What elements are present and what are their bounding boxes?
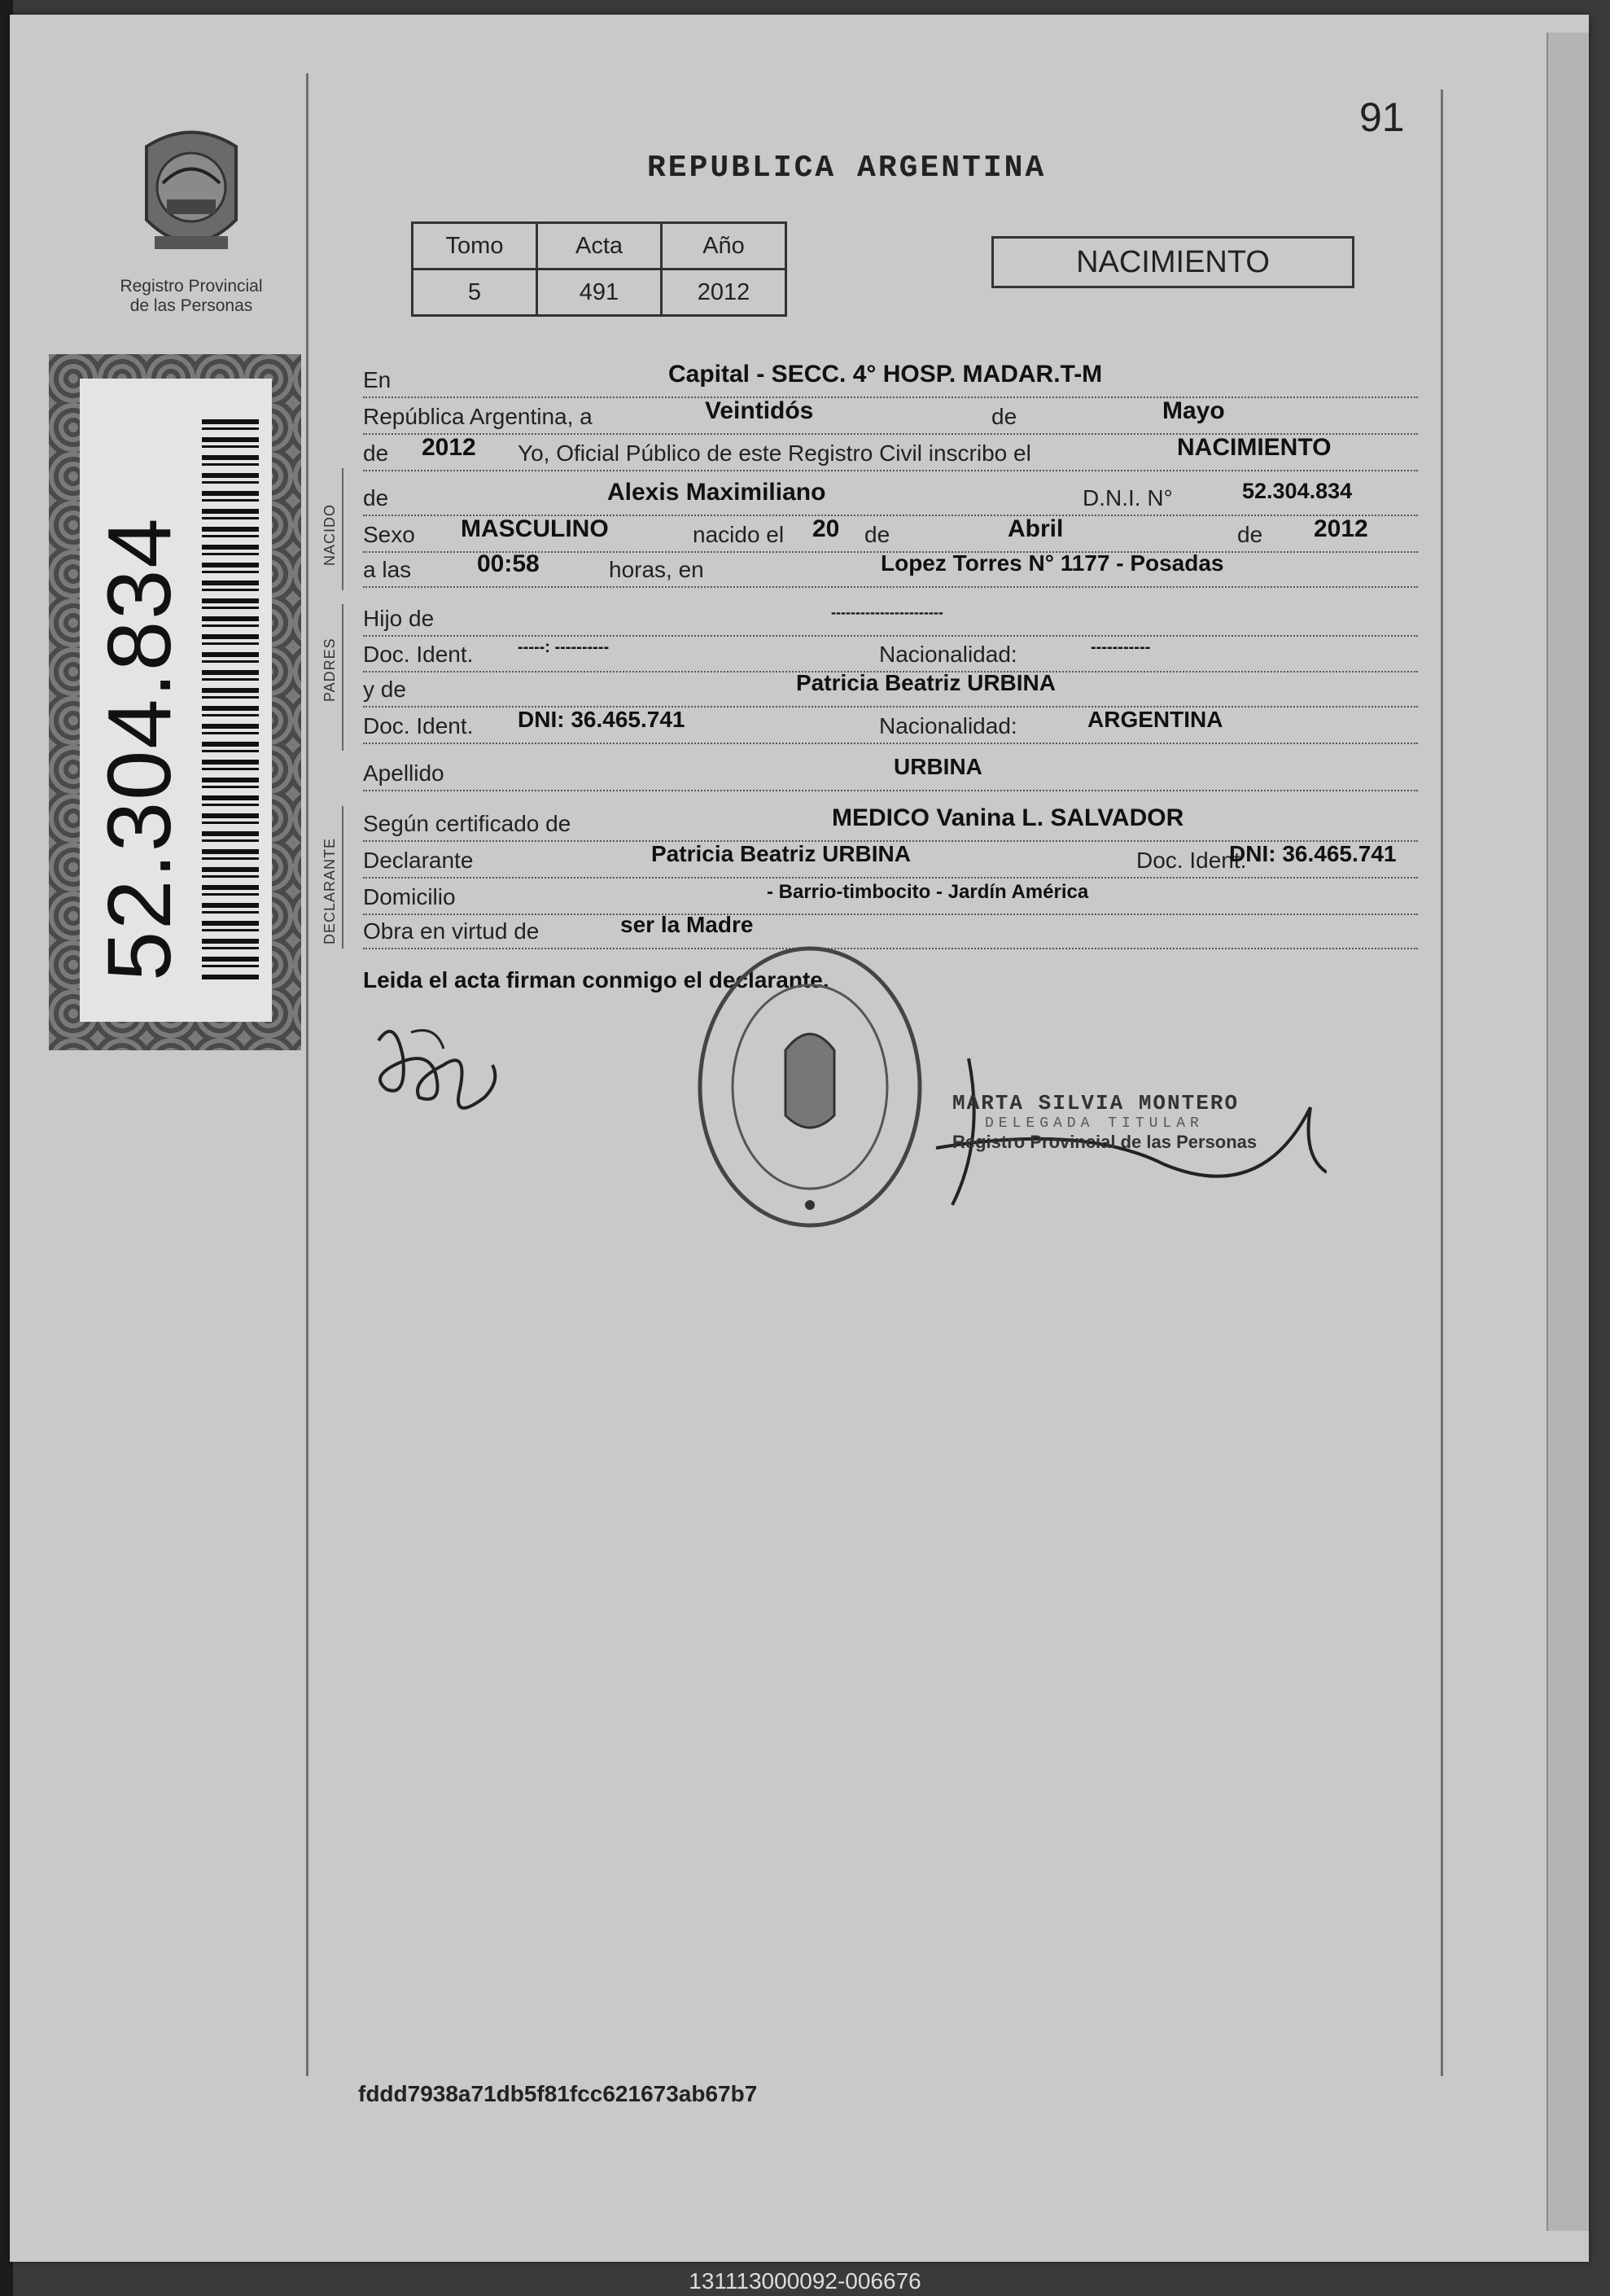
tomo-header: Tomo (413, 223, 537, 269)
anio-value: 2012 (662, 269, 786, 316)
field-line-en (363, 362, 1418, 398)
nacido-label: nacido el (693, 522, 785, 547)
registry-label-line2: de las Personas (129, 296, 253, 315)
declarante-value: Patricia Beatriz URBINA (651, 841, 911, 866)
doc2-value: DNI: 36.465.741 (518, 707, 685, 732)
country-heading: REPUBLICA ARGENTINA (647, 151, 1047, 186)
barcode-icon (202, 419, 259, 981)
nac2-label: Nacionalidad: (879, 713, 1017, 738)
section-divider-padres (342, 604, 343, 751)
field-line-certificado (363, 806, 1418, 842)
acta-value: 491 (537, 269, 662, 316)
acta-header: Acta (537, 223, 662, 269)
record-table-value-row (413, 269, 786, 316)
de2-label: de (363, 440, 389, 466)
hijo-value: ----------------------- (831, 604, 943, 620)
hora-label: a las (363, 557, 412, 582)
field-line-apellido (363, 756, 1418, 791)
nac1-value: ----------- (1091, 638, 1151, 656)
field-line-doc1 (363, 637, 1418, 673)
anio-header: Año (662, 223, 786, 269)
doc1-value: -----: ---------- (518, 638, 610, 656)
nac-dia: 20 (812, 515, 840, 542)
doc3-value: DNI: 36.465.741 (1229, 841, 1397, 866)
closing-statement: Leida el acta firman conmigo el declarante. (363, 967, 829, 992)
dni-value: 52.304.834 (1242, 479, 1353, 503)
field-line-sexo (363, 517, 1418, 553)
doc2-label: Doc. Ident. (363, 713, 474, 738)
section-label-declarante: DECLARANTE (322, 837, 338, 944)
official-name: MARTA SILVIA MONTERO (952, 1091, 1240, 1115)
field-line-fecha (363, 399, 1418, 435)
official-block (952, 1091, 1335, 1153)
field-line-doc2 (363, 708, 1418, 744)
field-line-madre (363, 672, 1418, 708)
field-line-nombre (363, 480, 1418, 516)
section-divider-declarante (342, 806, 343, 949)
inscribo-text: Yo, Oficial Público de este Registro Civil inscribo el (518, 440, 1031, 466)
doc3-label: Doc. Ident. (1136, 848, 1247, 873)
dni-band-inner (80, 379, 272, 1022)
right-margin-line (1441, 90, 1443, 2076)
official-role: DELEGADA TITULAR (985, 1115, 1204, 1132)
official-org: Registro Provincial de las Personas (952, 1132, 1258, 1152)
field-line-declarante (363, 843, 1418, 879)
province-emblem-icon (130, 122, 252, 261)
madre-value: Patricia Beatriz URBINA (796, 670, 1056, 695)
sexo-label: Sexo (363, 522, 415, 547)
nac-anio: 2012 (1314, 515, 1368, 542)
section-label-padres: PADRES (322, 638, 338, 702)
certificado-value: MEDICO Vanina L. SALVADOR (832, 804, 1184, 831)
dia-value: Veintidós (705, 397, 814, 424)
tomo-value: 5 (413, 269, 537, 316)
section-divider-nacido (342, 468, 343, 590)
stacked-pages-edge (1547, 33, 1589, 2231)
nombre-label: de (363, 485, 389, 510)
apellido-label: Apellido (363, 760, 444, 786)
mes-value: Mayo (1162, 397, 1225, 424)
yde-label: y de (363, 677, 406, 702)
nombre-value: Alexis Maximiliano (607, 479, 826, 506)
dni-label: D.N.I. N° (1083, 485, 1173, 510)
dni-security-band (49, 354, 301, 1050)
section-label-nacido: NACIDO (322, 503, 338, 566)
footer-id: 131113000092-006676 (689, 2268, 921, 2294)
document-hash: fddd7938a71db5f81fcc621673ab67b7 (358, 2081, 758, 2106)
obra-label: Obra en virtud de (363, 918, 540, 944)
declarant-signature-icon (362, 1008, 509, 1130)
nac-mes: Abril (1008, 515, 1064, 542)
inscribo-value: NACIMIENTO (1177, 434, 1332, 461)
sexo-value: MASCULINO (461, 515, 609, 542)
nac1-label: Nacionalidad: (879, 642, 1017, 667)
left-margin-line (306, 73, 308, 2076)
registry-label-line1: Registro Provincial (120, 277, 263, 296)
en-label: En (363, 367, 392, 392)
horas-label: horas, en (609, 557, 704, 582)
apellido-value: URBINA (894, 754, 982, 779)
field-line-domicilio (363, 879, 1418, 915)
en-value: Capital - SECC. 4° HOSP. MADAR.T-M (668, 361, 1103, 388)
registry-label (98, 277, 285, 316)
certificado-label: Según certificado de (363, 811, 571, 836)
domicilio-label: Domicilio (363, 884, 456, 909)
nac2-value: ARGENTINA (1087, 707, 1223, 732)
field-line-hijo (363, 601, 1418, 637)
hijo-label: Hijo de (363, 606, 435, 631)
domicilio-value: - Barrio-timbocito - Jardín América (767, 881, 1089, 903)
field-line-hora (363, 552, 1418, 588)
record-table (411, 221, 787, 317)
de-label: de (991, 404, 1017, 429)
field-line-inscribo (363, 436, 1418, 471)
registry-stamp-icon (684, 928, 936, 1238)
dni-band-number: 52.304.834 (90, 516, 190, 981)
obra-value: ser la Madre (620, 912, 754, 937)
declarante-label: Declarante (363, 848, 474, 873)
lugar-value: Lopez Torres N° 1177 - Posadas (881, 550, 1224, 576)
nac-de-label: de (864, 522, 890, 547)
nac-de2-label: de (1237, 522, 1263, 547)
act-type-box: NACIMIENTO (991, 236, 1354, 288)
anio-value: 2012 (422, 434, 476, 461)
page-number: 91 (1359, 94, 1405, 140)
record-table-header-row (413, 223, 786, 269)
republica-label: República Argentina, a (363, 404, 593, 429)
hora-value: 00:58 (477, 550, 540, 577)
doc1-label: Doc. Ident. (363, 642, 474, 667)
